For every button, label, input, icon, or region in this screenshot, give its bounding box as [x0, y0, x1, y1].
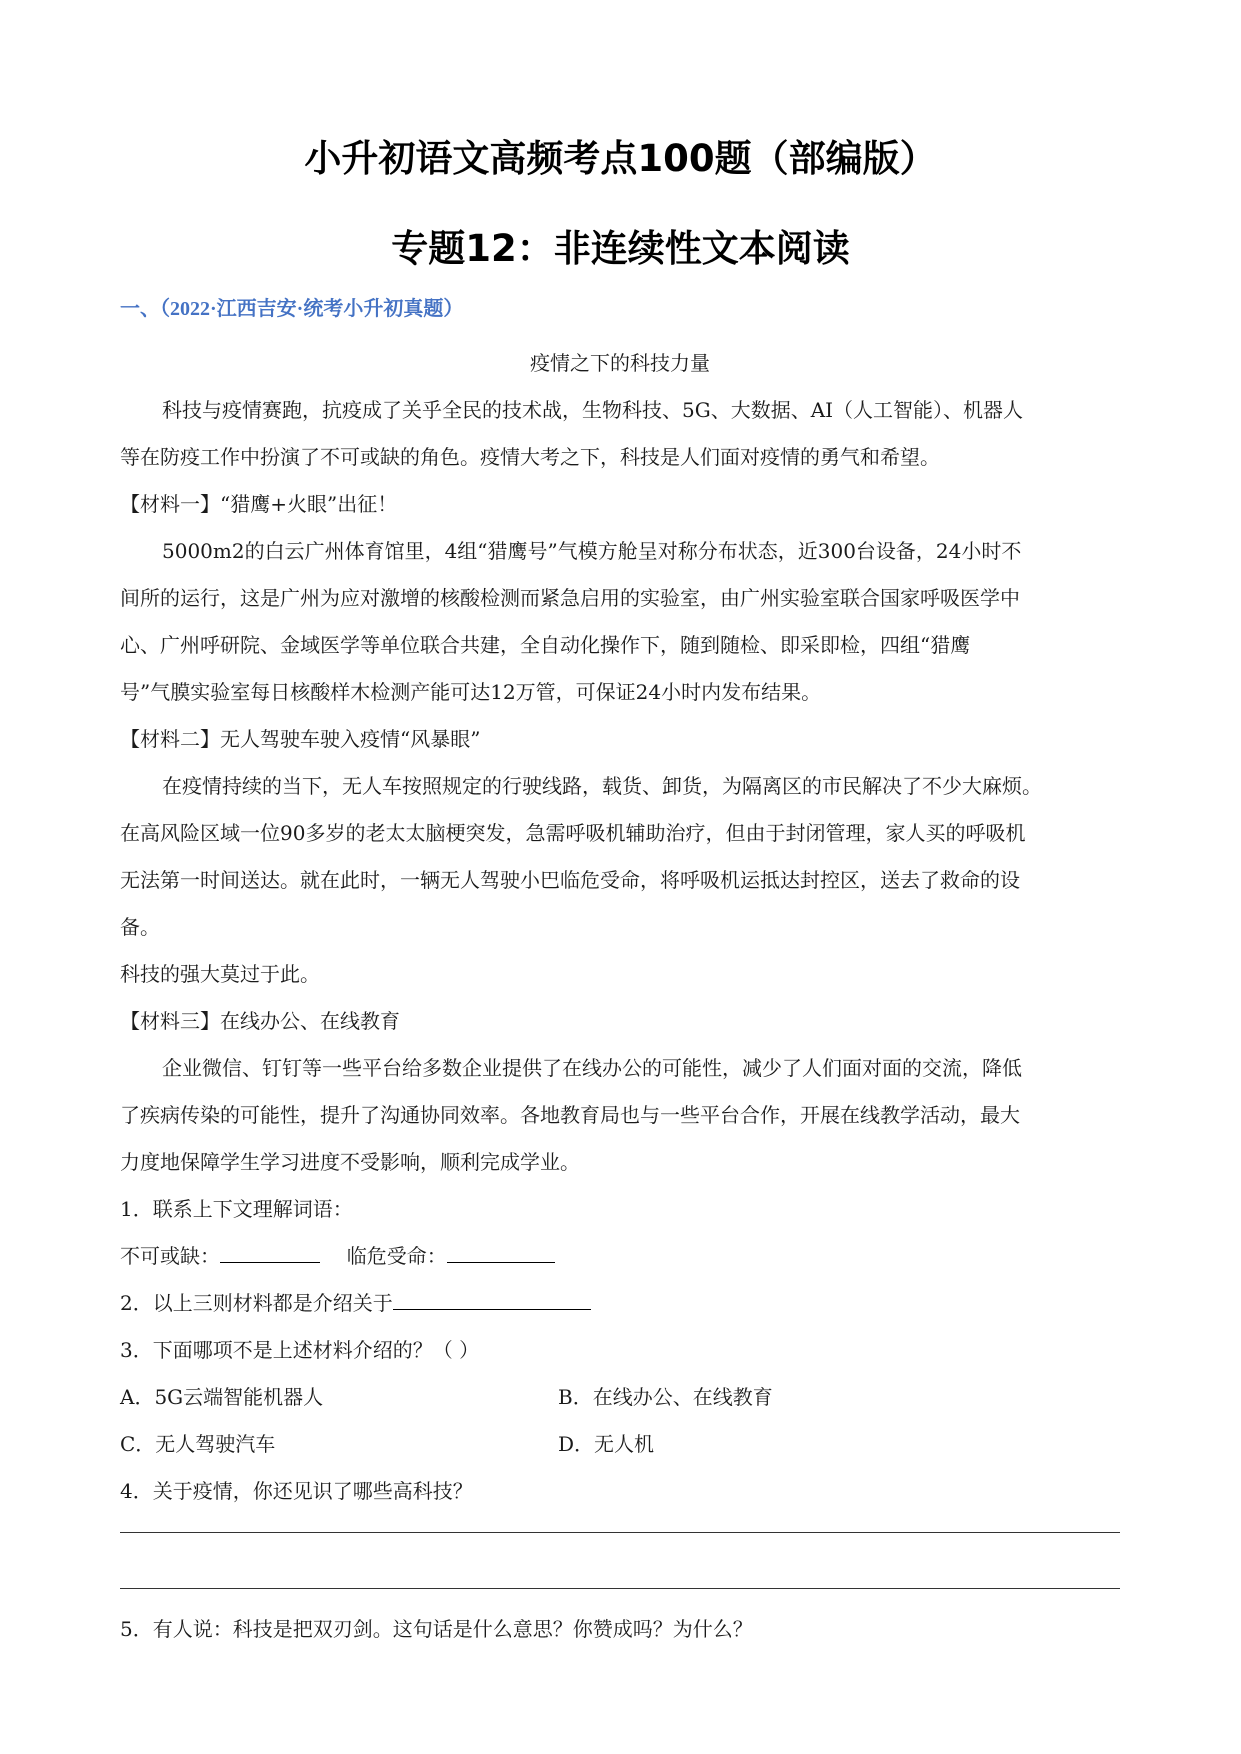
term-1-label: 不可或缺：: [120, 1244, 220, 1268]
document-subtitle: 专题12：非连续性文本阅读: [391, 227, 850, 270]
question-3-options-row: [120, 1421, 1120, 1468]
intro-line: 科技与疫情赛跑，抗疫成了关乎全民的技术战，生物科技、5G、大数据、AI（人工智能）、机器人: [162, 398, 1024, 422]
document-title: 小升初语文高频考点100题（部编版）: [304, 137, 937, 180]
article-title: 疫情之下的科技力量: [530, 351, 710, 375]
material-2-line: 在疫情持续的当下，无人车按照规定的行驶线路，载货、卸货，为隔离区的市民解决了不少大麻烦。: [162, 774, 1042, 798]
term-2-blank[interactable]: [447, 1240, 555, 1263]
question-3-stem: 3．下面哪项不是上述材料介绍的？（ ）: [120, 1338, 480, 1362]
section-heading: 一、（2022·江西吉安·统考小升初真题）: [120, 298, 464, 320]
material-1-line: 号”气膜实验室每日核酸样木检测产能可达12万管，可保证24小时内发布结果。: [120, 680, 822, 704]
question-5-stem: 5．有人说：科技是把双刃剑。这句话是什么意思？你赞成吗？为什么？: [120, 1617, 753, 1641]
material-3-line: 力度地保障学生学习进度不受影响，顺利完成学业。: [120, 1150, 580, 1174]
material-2-line: 在高风险区域一位90多岁的老太太脑梗突发，急需呼吸机辅助治疗，但由于封闭管理，家人买的呼吸机: [120, 821, 1026, 845]
question-1-terms: [120, 1233, 1120, 1280]
material-3-line: 企业微信、钉钉等一些平台给多数企业提供了在线办公的可能性，减少了人们面对面的交流，降低: [162, 1056, 1022, 1080]
option-d[interactable]: D．无人机: [558, 1432, 655, 1456]
answer-line[interactable]: [120, 1588, 1120, 1589]
term-1-blank[interactable]: [220, 1240, 320, 1263]
material-2-closing: 科技的强大莫过于此。: [120, 962, 320, 986]
material-3-line: 了疾病传染的可能性，提升了沟通协同效率。各地教育局也与一些平台合作，开展在线教学活动，最大: [120, 1103, 1020, 1127]
question-4-stem: 4．关于疫情，你还见识了哪些高科技？: [120, 1479, 473, 1503]
option-c[interactable]: C．无人驾驶汽车: [120, 1432, 276, 1456]
material-3-heading: 【材料三】在线办公、在线教育: [120, 1009, 400, 1033]
material-1-line: 心、广州呼研院、金域医学等单位联合共建，全自动化操作下，随到随检、即采即检，四组“猎鹰: [120, 633, 971, 657]
intro-line: 等在防疫工作中扮演了不可或缺的角色。疫情大考之下，科技是人们面对疫情的勇气和希望。: [120, 445, 940, 469]
question-2-stem: 2．以上三则材料都是介绍关于: [120, 1291, 393, 1315]
material-2-heading: 【材料二】无人驾驶车驶入疫情“风暴眼”: [120, 727, 481, 751]
question-2-blank[interactable]: [393, 1287, 591, 1310]
option-b[interactable]: B．在线办公、在线教育: [558, 1385, 773, 1409]
material-1-line: 5000m2的白云广州体育馆里，4组“猎鹰号”气模方舱呈对称分布状态，近300台设备，24小时不: [162, 539, 1022, 563]
material-2-line: 备。: [120, 915, 160, 939]
material-2-line: 无法第一时间送达。就在此时，一辆无人驾驶小巴临危受命，将呼吸机运抵达封控区，送去了救命的设: [120, 868, 1020, 892]
term-2-label: 临危受命：: [346, 1244, 447, 1268]
question-2: [120, 1280, 1120, 1327]
reading-passage: [120, 340, 1120, 1515]
question-3-options-row: [120, 1374, 1120, 1421]
option-a[interactable]: A．5G云端智能机器人: [120, 1385, 324, 1409]
question-1-stem: 1．联系上下文理解词语：: [120, 1197, 353, 1221]
material-1-line: 间所的运行，这是广州为应对激增的核酸检测而紧急启用的实验室，由广州实验室联合国家呼吸医学中: [120, 586, 1020, 610]
material-1-heading: 【材料一】“猎鹰+火眼”出征！: [120, 492, 398, 516]
answer-line[interactable]: [120, 1532, 1120, 1533]
